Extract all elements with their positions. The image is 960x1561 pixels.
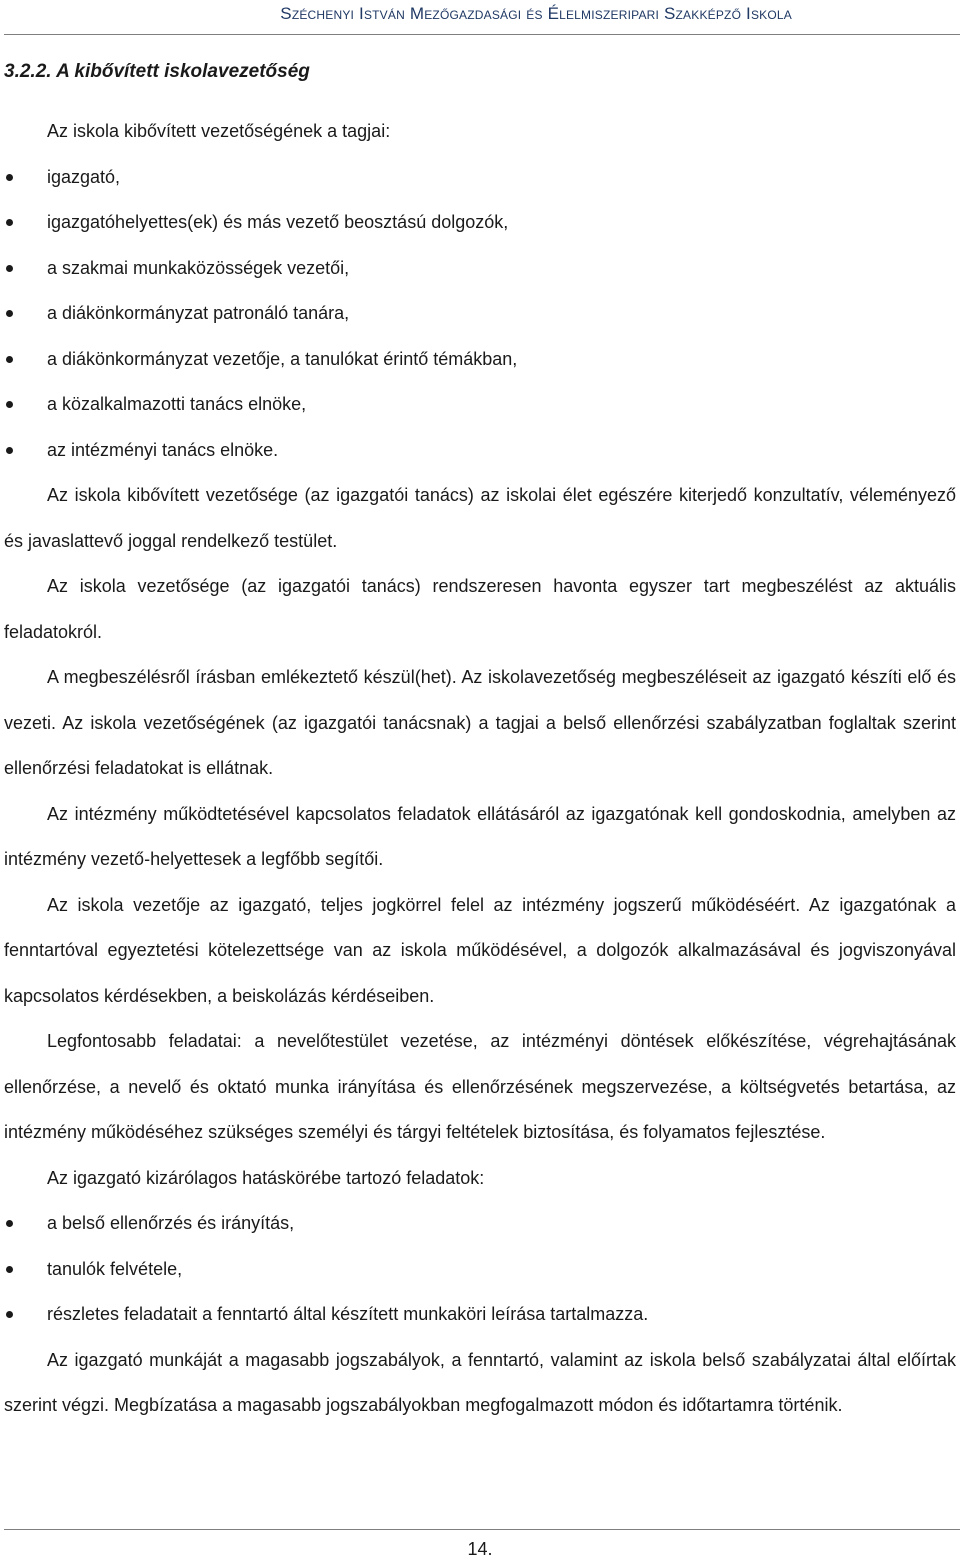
bullet-icon xyxy=(6,401,13,408)
list-item xyxy=(4,382,956,428)
paragraph: Az iskola kibővített vezetősége (az igazgatói tanács) az iskolai élet egészére kiterjedő konzultatív, véleményező és javaslattevő joggal rendelkező testület. xyxy=(4,485,956,551)
paragraph: Az iskola vezetősége (az igazgatói tanács) rendszeresen havonta egyszer tart megbeszélést az aktuális feladatokról. xyxy=(4,576,956,642)
paragraph: Az intézmény működtetésével kapcsolatos feladatok ellátásáról az igazgatónak kell gondoskodnia, amelyben az intézmény vezető-helyettesek a legfőbb segítői. xyxy=(4,803,956,869)
list-item xyxy=(4,200,956,246)
list-item xyxy=(4,1292,956,1338)
bullet-icon xyxy=(6,1220,13,1227)
members-intro: Az iskola kibővített vezetőségének a tagjai: xyxy=(47,121,391,141)
exclusive-tasks-list xyxy=(4,1201,956,1338)
paragraph: Az iskola vezetője az igazgató, teljes jogkörrel felel az intézmény jogszerű működéséért. Az igazgatónak a fenntartóval egyeztetési kötelezettsége van az iskola működésével, a dolgozók alkalmazásával és jogviszonyával kapcsolatos kérdésekben, a beiskolázás kérdéseiben. xyxy=(4,894,956,1006)
bullet-icon xyxy=(6,447,13,454)
school-name: Széchenyi István Mezőgazdasági és Élelmiszeripari Szakképző Iskola xyxy=(280,4,792,23)
list-item-text: a diákönkormányzat vezetője, a tanulókat érintő témákban, xyxy=(47,348,518,369)
bullet-icon xyxy=(6,1266,13,1273)
paragraph: Az igazgató munkáját a magasabb jogszabályok, a fenntartó, valamint az iskola belső szabályzatai által előírtak szerint végzi. Megbízatása a magasabb jogszabályokban megfogalmazott módon és időtartamra történik. xyxy=(4,1349,956,1415)
list-item xyxy=(4,291,956,337)
list-item-text: igazgatóhelyettes(ek) és más vezető beosztású dolgozók, xyxy=(47,212,509,232)
list-item xyxy=(4,337,956,383)
list-item-text: az intézményi tanács elnöke. xyxy=(47,439,279,460)
list-item-text: a diákönkormányzat patronáló tanára, xyxy=(47,303,350,323)
list-item-text: a belső ellenőrzés és irányítás, xyxy=(47,1213,295,1233)
footer-divider xyxy=(4,1529,960,1530)
list-item xyxy=(4,1201,956,1247)
paragraph: A megbeszélésről írásban emlékeztető készül(het). Az iskolavezetőség megbeszéléseit az igazgató készíti elő és vezeti. Az iskola vezetőségének (az igazgatói tanácsnak) a tagjai a belső ellenőrzési szabályzatban foglaltak szerint ellenőrzési feladatokat is ellátnak. xyxy=(4,667,956,778)
bullet-icon xyxy=(6,174,13,181)
page-header xyxy=(32,4,792,24)
bullet-icon xyxy=(6,219,13,226)
document-body xyxy=(4,109,956,1429)
header-divider xyxy=(4,34,960,35)
list-item xyxy=(4,246,956,292)
list-item-text: tanulók felvétele, xyxy=(47,1258,183,1279)
bullet-icon xyxy=(6,265,13,272)
bullet-icon xyxy=(6,1311,13,1318)
list-item-text: részletes feladatait a fenntartó által készített munkaköri leírása tartalmazza. xyxy=(47,1304,649,1324)
bullet-icon xyxy=(6,310,13,317)
paragraph: Legfontosabb feladatai: a nevelőtestület vezetése, az intézményi döntések előkészítése, végrehajtásának ellenőrzése, a nevelő és oktató munka irányítása és ellenőrzésének megszervezése, a költségvetés betartása, az intézmény működéséhez szükséges személyi és tárgyi feltételek biztosítása, és folyamatos fejlesztése. xyxy=(4,1031,956,1142)
section-title: 3.2.2. A kibővített iskolavezetőség xyxy=(4,61,310,82)
list-item-text: a közalkalmazotti tanács elnöke, xyxy=(47,394,307,414)
list-item xyxy=(4,428,956,474)
list-item xyxy=(4,1247,956,1293)
list-item-text: a szakmai munkaközösségek vezetői, xyxy=(47,257,350,278)
list-item-text: igazgató, xyxy=(47,166,121,187)
members-list xyxy=(4,155,956,474)
list-item xyxy=(4,155,956,201)
exclusive-tasks-intro: Az igazgató kizárólagos hatáskörébe tartozó feladatok: xyxy=(47,1167,485,1188)
bullet-icon xyxy=(6,356,13,363)
page-number: 14. xyxy=(467,1539,493,1559)
